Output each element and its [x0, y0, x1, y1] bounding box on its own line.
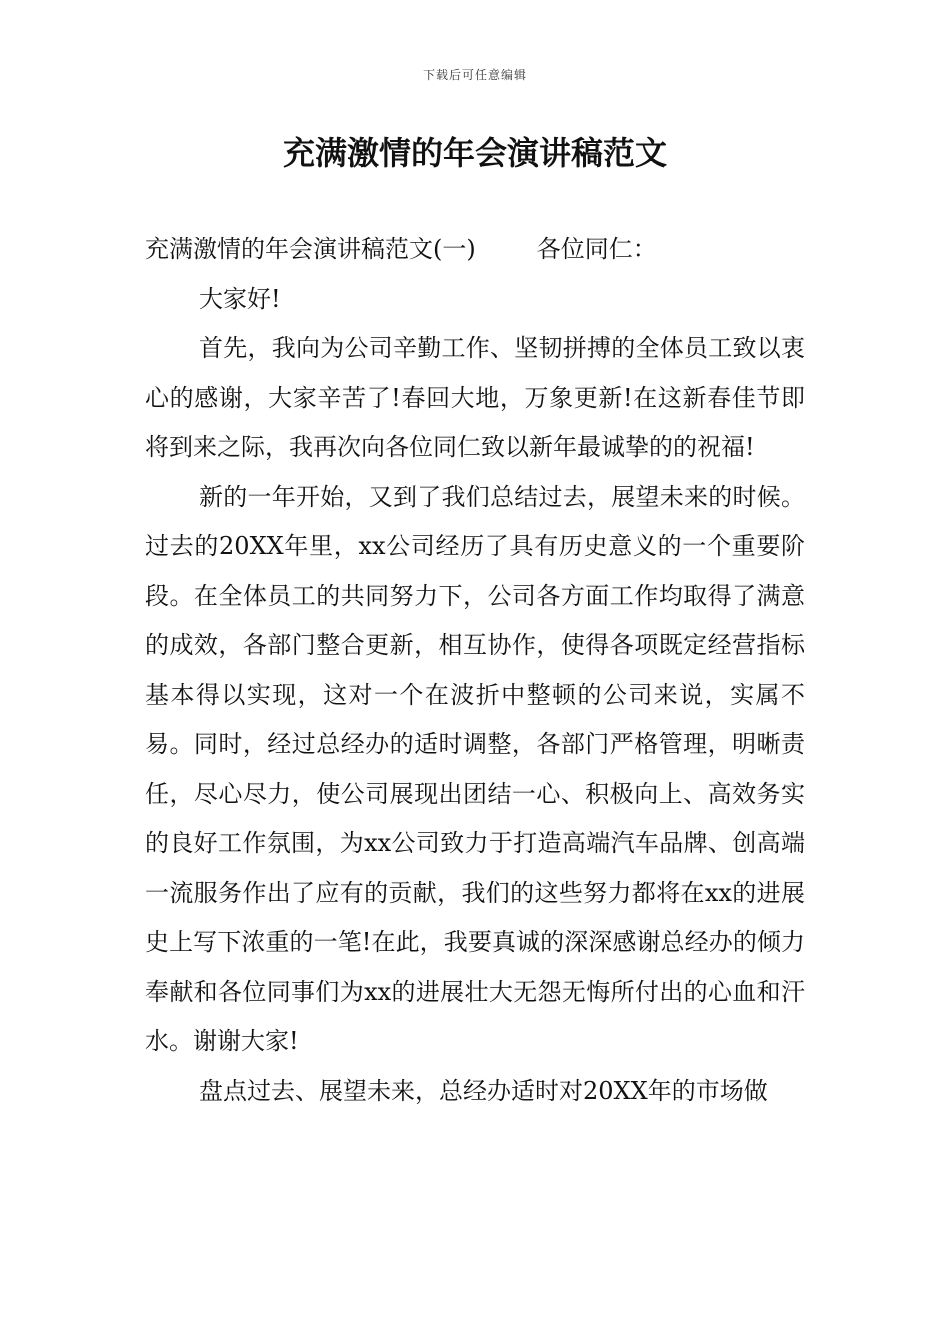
paragraph-greeting: 大家好!: [199, 284, 281, 313]
document-body: [145, 225, 805, 1116]
paragraph-review: 新的一年开始，又到了我们总结过去，展望未来的时候。过去的20XX年里，xx公司经历了具有历史意义的一个重要阶段。在全体员工的共同努力下，公司各方面工作均取得了满意的成效，各部门整合更新，相互协作，使得各项既定经营指标基本得以实现，这对一个在波折中整顿的公司来说，实属不易。同时，经过总经办的适时调整，各部门严格管理，明晰责任，尽心尽力，使公司展现出团结一心、积极向上、高效务实的良好工作氛围，为xx公司致力于打造高端汽车品牌、创高端一流服务作出了应有的贡献，我们的这些努力都将在xx的进展史上写下浓重的一笔!在此，我要真诚的深深感谢总经办的倾力奉献和各位同事们为xx的进展壮大无怨无悔所付出的心血和汗水。谢谢大家!: [145, 482, 805, 1055]
document-subtitle: 充满激情的年会演讲稿范文(一): [145, 235, 476, 263]
salutation: 各位同仁：: [536, 235, 657, 263]
paragraph-outlook: 盘点过去、展望未来，总经办适时对20XX年的市场做: [199, 1076, 768, 1105]
document-title: 充满激情的年会演讲稿范文: [282, 134, 667, 172]
header-note: 下载后可任意编辑: [422, 68, 527, 82]
paragraph-thanks: 首先，我向为公司辛勤工作、坚韧拼搏的全体员工致以衷心的感谢，大家辛苦了!春回大地，万象更新!在这新春佳节即将到来之际，我再次向各位同仁致以新年最诚挚的的祝福!: [145, 334, 805, 461]
subtitle-line: [145, 225, 805, 275]
